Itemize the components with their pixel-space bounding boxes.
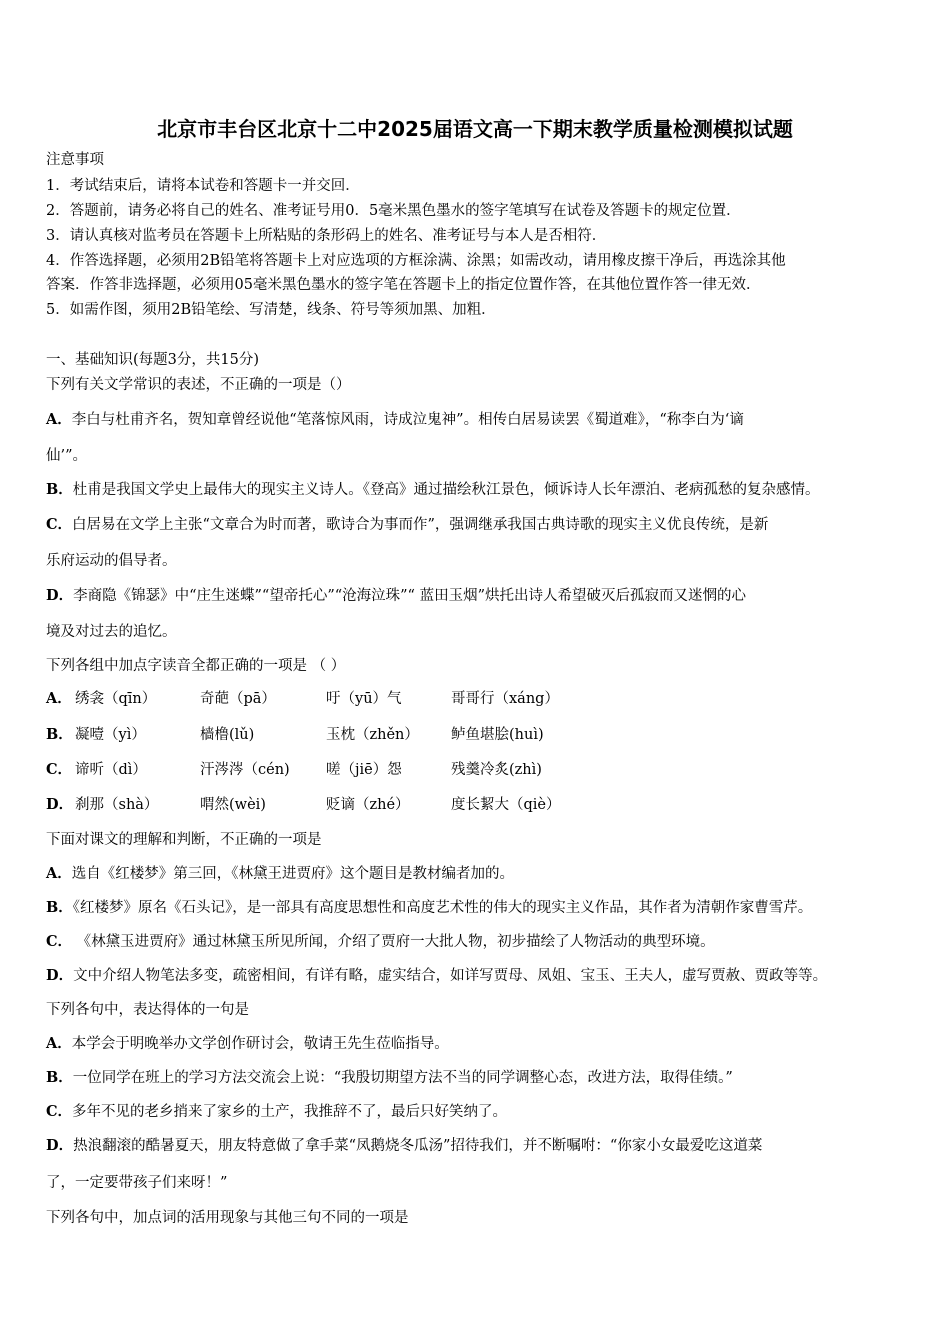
option-text: 热浪翻滚的酷暑夏天，朋友特意做了拿手菜“凤鹅烧冬瓜汤”招待我们，并不断嘱咐：“你家小女最爱吃这道菜: [73, 1138, 763, 1154]
option-continuation: 乐府运动的倡导者。: [46, 553, 177, 569]
pinyin-item: 汗涔涔（cén): [200, 762, 290, 778]
pinyin-item: 贬谪（zhé）: [326, 797, 410, 813]
option-continuation: 了，一定要带孩子们来呀！”: [46, 1175, 228, 1191]
option-label: B．: [46, 1069, 73, 1086]
pinyin-item: 奇葩（pā）: [200, 691, 276, 707]
pinyin-item: 绣衾（qīn）: [75, 691, 157, 707]
option-a: [46, 1034, 449, 1054]
option-label: D．: [46, 1137, 74, 1154]
option-label: A．: [46, 411, 72, 428]
pinyin-item: 刹那（shà）: [75, 797, 159, 813]
option-label: B．: [46, 726, 73, 743]
option-c: [46, 515, 768, 535]
option-text: 一位同学在班上的学习方法交流会上说：“我殷切期望方法不当的同学调整心态，改进方法，取得佳绩。”: [72, 1070, 733, 1086]
notice-item: 2．答题前，请务必将自己的姓名、准考证号用0．5毫米黑色墨水的签字笔填写在试卷及答题卡的规定位置．: [46, 203, 741, 219]
option-text: 本学会于明晚举办文学创作研讨会，敬请王先生莅临指导。: [71, 1036, 449, 1052]
option-a: [46, 410, 744, 430]
option-text: 李商隐《锦瑟》中“庄生迷蝶”“望帝托心”“沧海泣珠”“ 蓝田玉烟”烘托出诗人希望破灭后孤寂而又迷惘的心: [73, 588, 746, 604]
pinyin-item: 樯橹(lǔ): [200, 727, 255, 743]
pinyin-item: 凝噎（yì）: [75, 727, 146, 743]
option-label: D．: [46, 967, 74, 984]
pinyin-item: 喟然(wèi): [200, 797, 266, 813]
section-heading: 一、基础知识(每题3分，共15分): [46, 352, 259, 368]
option-c: [46, 1102, 507, 1122]
question-stem: 下列各组中加点字读音全都正确的一项是 （ ）: [46, 658, 346, 674]
option-text: 《红楼梦》原名《石头记》，是一部具有高度思想性和高度艺术性的伟大的现实主义作品，其作者为清朝作家曹雪芹。: [72, 900, 813, 916]
question-stem: 下列有关文学常识的表述，不正确的一项是（）: [46, 377, 351, 393]
notice-heading: 注意事项: [46, 152, 104, 168]
option-d: [46, 586, 746, 606]
option-label: A．: [46, 690, 72, 707]
option-a: [46, 864, 514, 884]
option-text: 文中介绍人物笔法多变，疏密相间，有详有略，虚实结合，如详写贾母、凤姐、宝玉、王夫人，虚写贾赦、贾政等等。: [73, 968, 828, 984]
option-d: [46, 1136, 762, 1156]
pinyin-item: 谛听（dì）: [75, 762, 147, 778]
option-b: [46, 1068, 733, 1088]
option-label: A．: [46, 1035, 72, 1052]
notice-item: 5．如需作图，须用2B铅笔绘、写清楚，线条、符号等须加黑、加粗．: [46, 302, 496, 318]
option-continuation: 境及对过去的追忆。: [46, 624, 177, 640]
question-stem: 下列各句中，表达得体的一句是: [46, 1002, 249, 1018]
option-d: [46, 966, 827, 986]
option-text: 《林黛玉进贾府》通过林黛玉所见所闻，介绍了贾府一大批人物，初步描绘了人物活动的典型环境。: [72, 934, 715, 950]
option-text: 李白与杜甫齐名，贺知章曾经说他“笔落惊风雨，诗成泣鬼神”。相传白居易读罢《蜀道难》，“称李白为‘谪: [71, 412, 744, 428]
pinyin-item: 嗟（jiē）怨: [326, 762, 402, 778]
pinyin-item: 度长絜大（qiè）: [451, 797, 561, 813]
option-text: 选自《红楼梦》第三回，《林黛王进贾府》这个题目是教材编者加的。: [71, 866, 515, 882]
option-label: A．: [46, 865, 72, 882]
notice-item: 1．考试结束后，请将本试卷和答题卡一并交回．: [46, 178, 360, 194]
option-label: D．: [46, 587, 74, 604]
notice-item: 答案．作答非选择题，必须用05毫米黑色墨水的签字笔在答题卡上的指定位置作答，在其他位置作答一律无效．: [46, 277, 761, 293]
option-label: C．: [46, 933, 73, 950]
option-label: B．: [46, 899, 73, 916]
option-label: C．: [46, 516, 73, 533]
question-stem: 下面对课文的理解和判断，不正确的一项是: [46, 832, 322, 848]
pinyin-item: 残羹冷炙(zhì): [451, 762, 542, 778]
option-b: [46, 898, 812, 918]
option-text: 多年不见的老乡捎来了家乡的土产，我推辞不了，最后只好笑纳了。: [72, 1104, 508, 1120]
option-continuation: 仙’”。: [46, 448, 88, 464]
pinyin-item: 哥哥行（xáng）: [451, 691, 559, 707]
option-label: B．: [46, 481, 73, 498]
option-text: 白居易在文学上主张“文章合为时而著，歌诗合为事而作”，强调继承我国古典诗歌的现实主义优良传统，是新: [72, 517, 769, 533]
option-label: D．: [46, 796, 74, 813]
option-label: C．: [46, 761, 73, 778]
pinyin-item: 鲈鱼堪脍(huì): [451, 727, 544, 743]
pinyin-item: 玉枕（zhěn）: [326, 727, 419, 743]
notice-item: 3．请认真核对监考员在答题卡上所粘贴的条形码上的姓名、准考证号与本人是否相符．: [46, 228, 607, 244]
notice-item: 4．作答选择题，必须用2B铅笔将答题卡上对应选项的方框涂满、涂黑；如需改动，请用橡皮擦干净后，再选涂其他: [46, 253, 786, 269]
option-text: 杜甫是我国文学史上最伟大的现实主义诗人。《登高》通过描绘秋江景色，倾诉诗人长年漂泊、老病孤愁的复杂感情。: [72, 482, 820, 498]
option-c: [46, 932, 715, 952]
option-b: [46, 480, 820, 500]
question-stem: 下列各句中，加点词的活用现象与其他三句不同的一项是: [46, 1210, 409, 1226]
page-title: 北京市丰台区北京十二中2025届语文高一下期末教学质量检测模拟试题: [157, 117, 793, 141]
pinyin-item: 吁（yū）气: [326, 691, 402, 707]
option-label: C．: [46, 1103, 73, 1120]
